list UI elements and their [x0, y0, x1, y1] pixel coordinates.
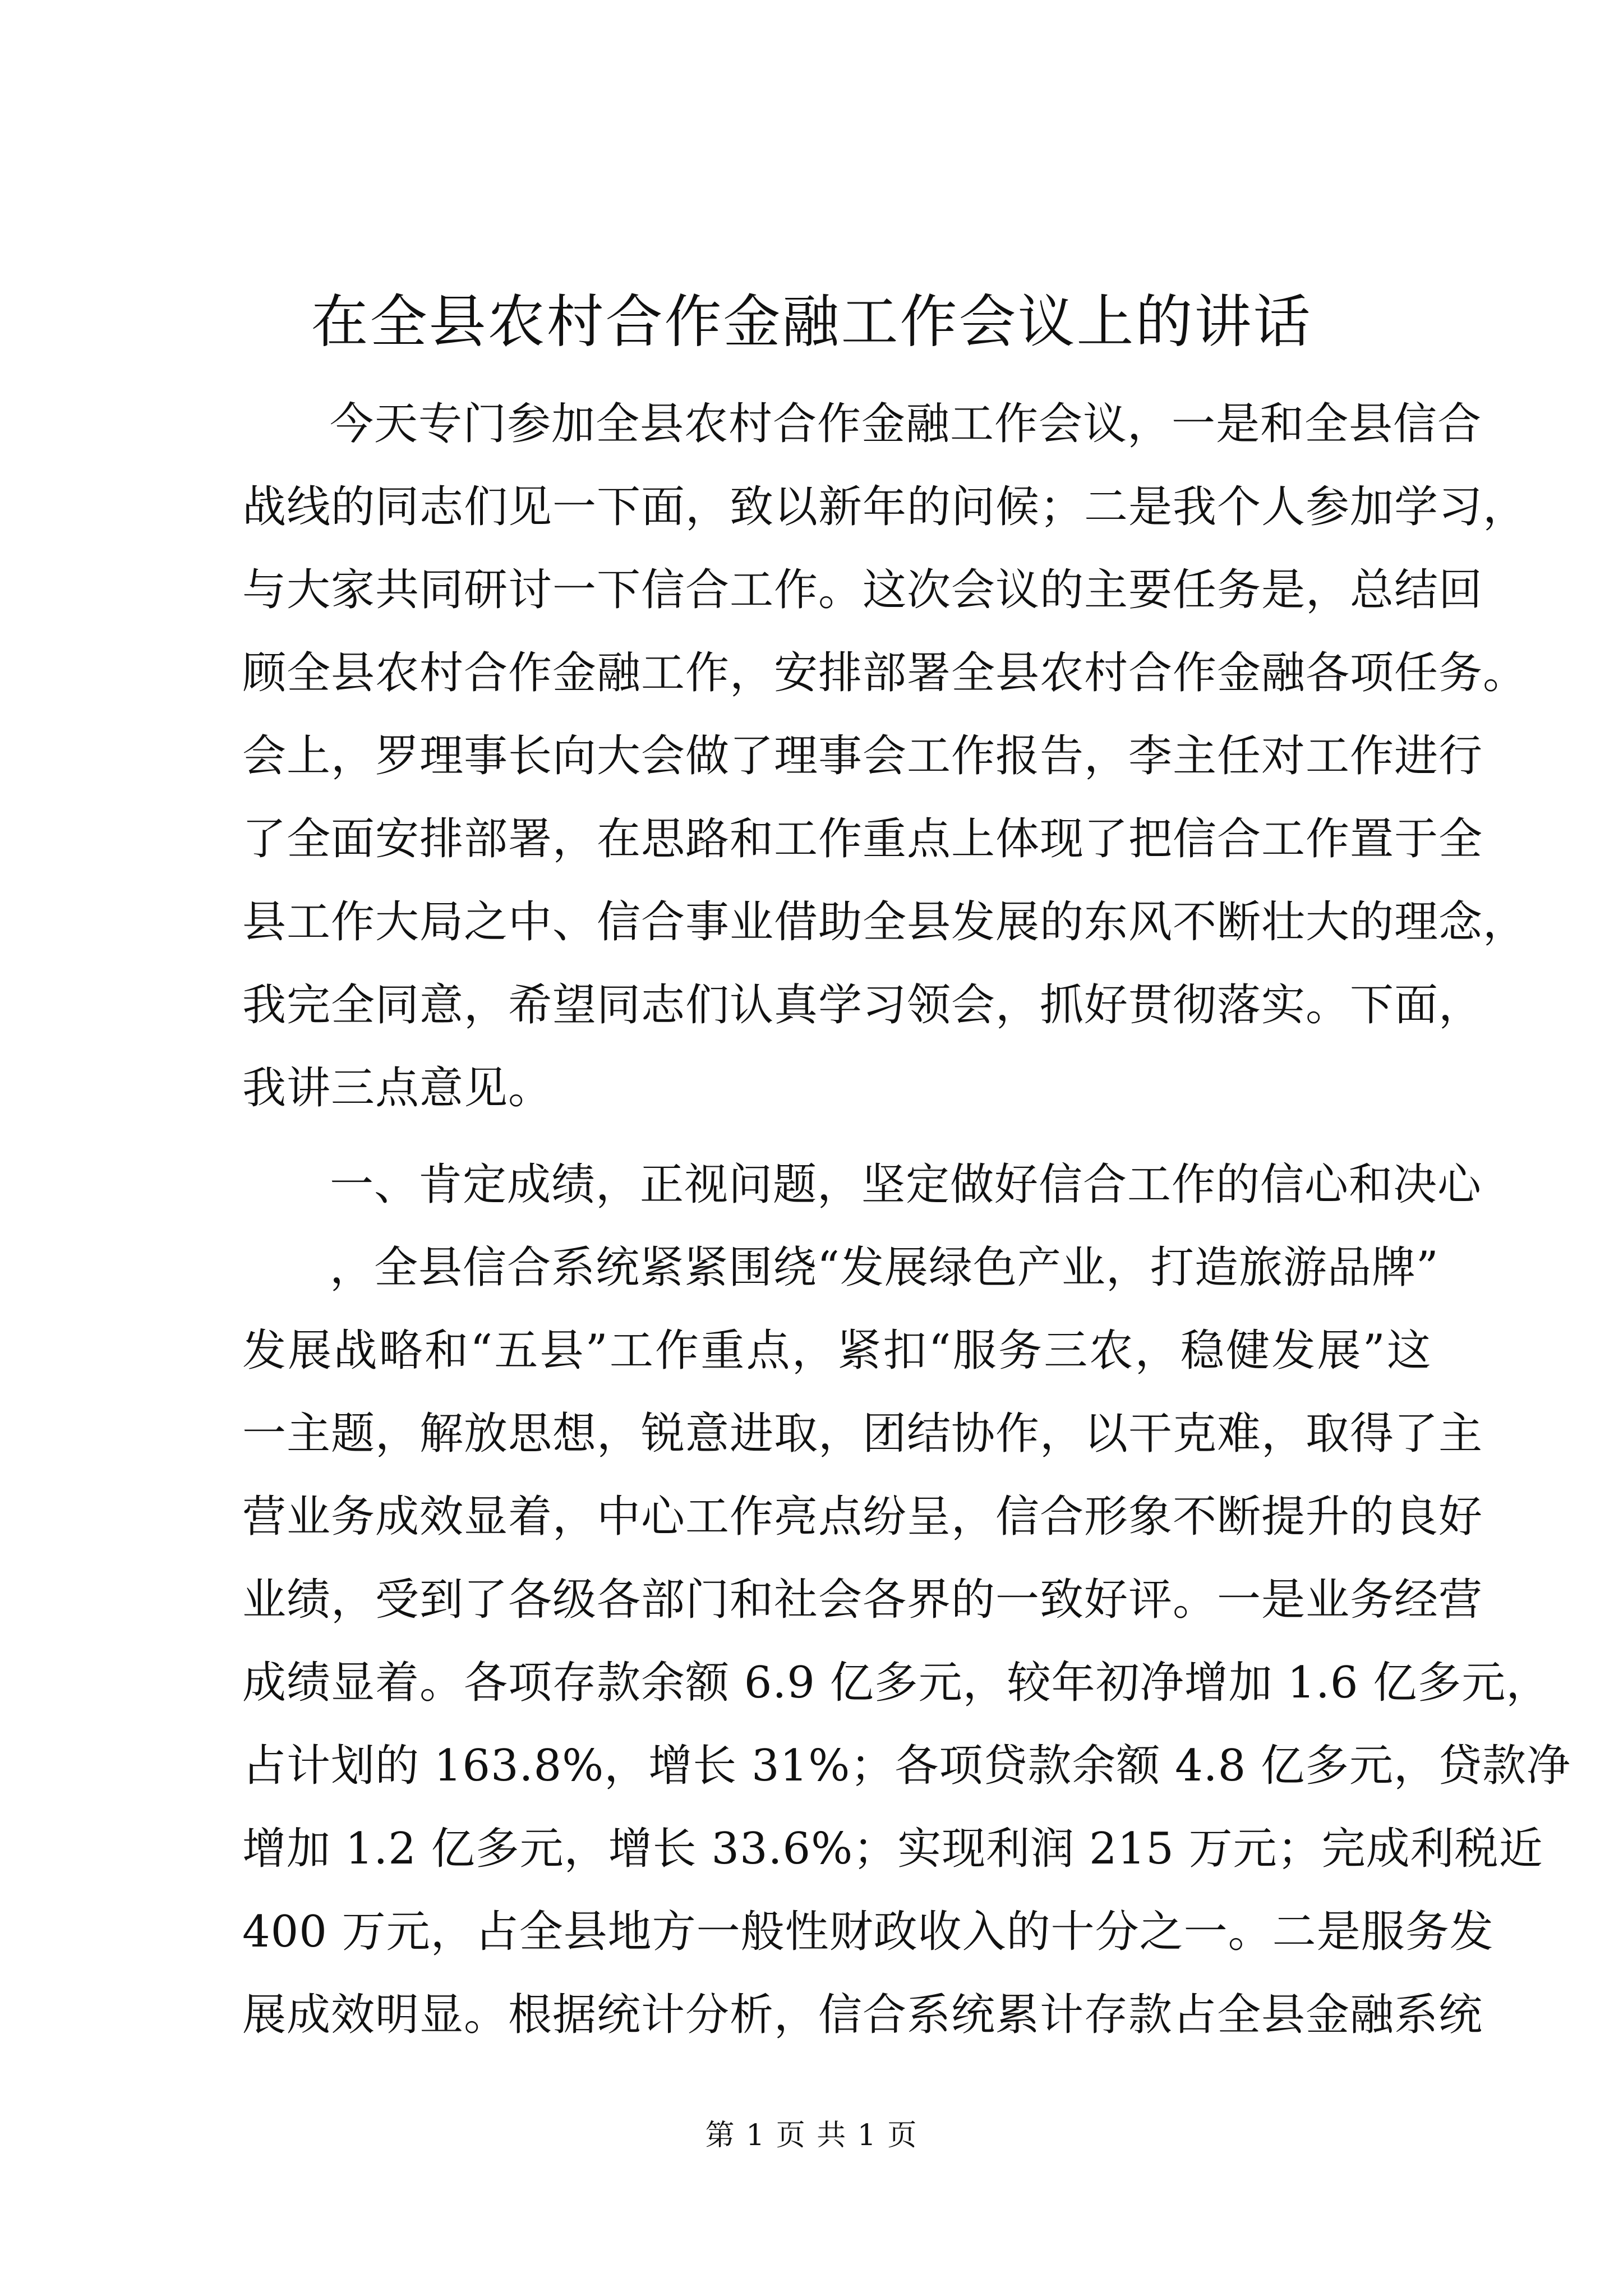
body-line: 400 万元，占全县地方一般性财政收入的十分之一。二是服务发	[242, 1907, 1494, 1957]
body-line: 与大家共同研讨一下信合工作。这次会议的主要任务是，总结回	[242, 565, 1483, 615]
page-footer: 第 1 页 共 1 页	[705, 2119, 918, 2152]
body-line: 业绩，受到了各级各部门和社会各界的一致好评。一是业务经营	[242, 1575, 1483, 1625]
body-line: 我讲三点意见。	[242, 1063, 553, 1114]
body-line: 展成效明显。根据统计分析，信合系统累计存款占全县金融系统	[242, 1990, 1483, 2040]
document-body	[242, 383, 1571, 2056]
document-title: 在全县农村合作金融工作会议上的讲话	[311, 289, 1312, 356]
body-line: 一主题，解放思想，锐意进取，团结协作，以干克难，取得了主	[242, 1409, 1483, 1459]
body-line: 会上，罗理事长向大会做了理事会工作报告，李主任对工作进行	[242, 731, 1483, 781]
body-line: 县工作大局之中、信合事业借助全县发展的东风不断壮大的理念，	[242, 897, 1528, 947]
body-line: 营业务成效显着，中心工作亮点纷呈，信合形象不断提升的良好	[242, 1492, 1483, 1542]
body-line: 战线的同志们见一下面，致以新年的问候；二是我个人参加学习，	[242, 482, 1528, 532]
section-heading: 一、肯定成绩，正视问题，坚定做好信合工作的信心和决心	[330, 1159, 1482, 1210]
body-line: 占计划的 163.8%，增长 31%；各项贷款余额 4.8 亿多元，贷款净	[242, 1741, 1571, 1791]
body-line: 了全面安排部署，在思路和工作重点上体现了把信合工作置于全	[242, 814, 1483, 864]
body-line: 今天专门参加全县农村合作金融工作会议，一是和全县信合	[330, 399, 1482, 449]
paragraph-gap	[242, 1130, 1431, 1143]
body-line: 顾全县农村合作金融工作，安排部署全县农村合作金融各项任务。	[242, 648, 1528, 698]
body-line: 成绩显着。各项存款余额 6.9 亿多元，较年初净增加 1.6 亿多元，	[242, 1658, 1551, 1708]
body-line: 发展战略和“五县”工作重点，紧扣“服务三农，稳健发展”这	[242, 1326, 1431, 1376]
body-line: 我完全同意，希望同志们认真学习领会，抓好贯彻落实。下面，	[242, 980, 1483, 1030]
body-line: 增加 1.2 亿多元，增长 33.6%；实现利润 215 万元；完成利税近	[242, 1824, 1543, 1874]
body-line: ，全县信合系统紧紧围绕“发展绿色产业，打造旅游品牌”	[330, 1243, 1439, 1293]
